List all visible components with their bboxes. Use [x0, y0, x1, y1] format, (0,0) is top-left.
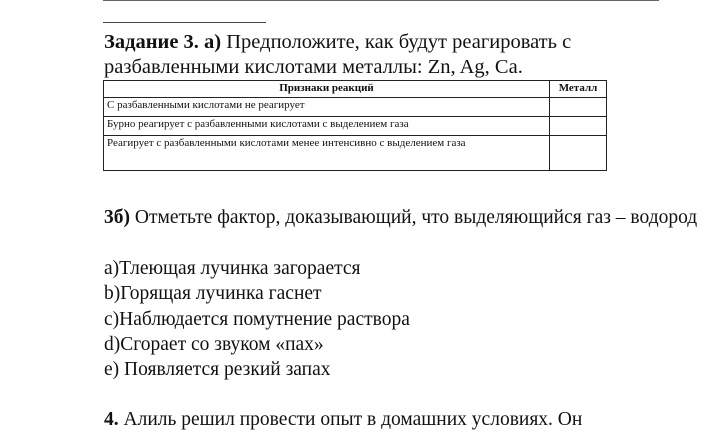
task-3-label: Задание 3. а): [104, 31, 222, 53]
task-3b-text: Отметьте фактор, доказывающий, что выделяющийся газ – водород: [134, 207, 698, 228]
metal-cell[interactable]: [550, 136, 607, 171]
task-3b-label: 3б): [104, 207, 130, 228]
table-row: [104, 136, 607, 171]
header-signs: Признаки реакций: [104, 81, 550, 98]
task-3b-question: [104, 205, 704, 230]
metal-cell[interactable]: [550, 98, 607, 117]
table-row: [104, 98, 607, 117]
table-header-row: [104, 81, 607, 98]
task-3-heading: [104, 30, 704, 80]
answer-options: [104, 256, 410, 382]
sign-cell: Реагирует с разбавленными кислотами менее интенсивно с выделением газа: [104, 136, 550, 171]
task-4-text: Алиль решил провести опыт в домашних условиях. Он: [123, 409, 583, 430]
option-e[interactable]: e) Появляется резкий запах: [104, 359, 331, 381]
metal-cell[interactable]: [550, 117, 607, 136]
separator-rule: [103, 22, 266, 23]
sign-cell: С разбавленными кислотами не реагирует: [104, 98, 550, 117]
option-b[interactable]: b)Горящая лучинка гаснет: [104, 283, 322, 305]
task-4-heading: [104, 407, 716, 432]
reactions-table: [103, 80, 607, 171]
option-c[interactable]: c)Наблюдается помутнение раствора: [104, 308, 410, 330]
task-3-text: Предположите, как будут реагировать с разбавленными кислотами металлы: Zn, Ag, Ca.: [104, 31, 572, 78]
header-metal: Металл: [550, 81, 607, 98]
task-4-label: 4.: [104, 409, 119, 430]
sign-cell: Бурно реагирует с разбавленными кислотами с выделением газа: [104, 117, 550, 136]
table-row: [104, 117, 607, 136]
option-a[interactable]: a)Тлеющая лучинка загорается: [104, 258, 361, 279]
option-d[interactable]: d)Сгорает со звуком «пах»: [104, 333, 324, 355]
top-rule: [103, 0, 659, 1]
